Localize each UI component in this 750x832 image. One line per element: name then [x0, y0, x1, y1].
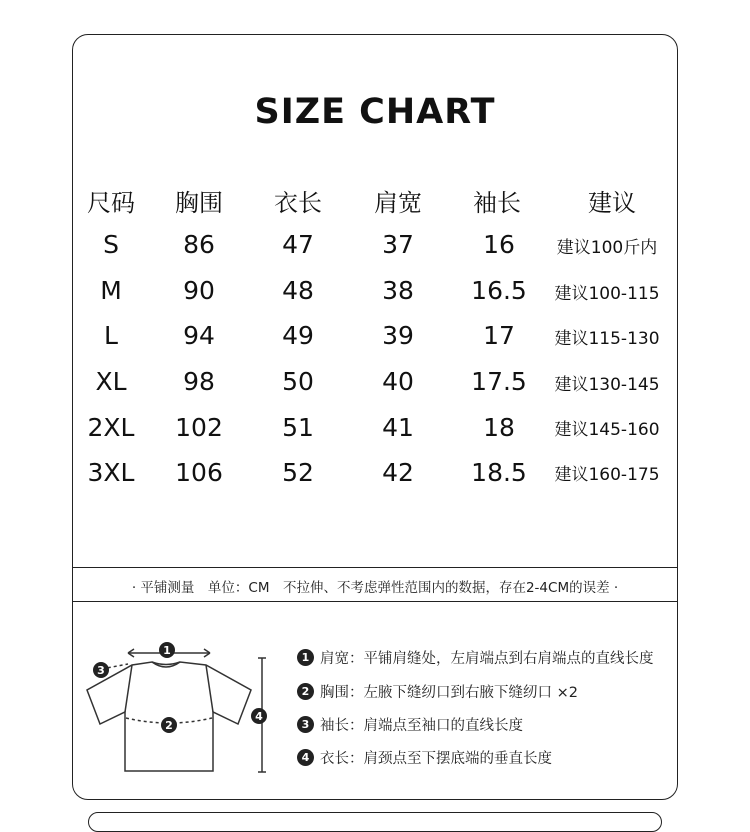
header-length: 衣长: [274, 189, 322, 217]
table-cell: 38: [382, 276, 414, 305]
table-cell: 50: [282, 367, 314, 396]
table-cell: 37: [382, 230, 414, 259]
number-badge: 1: [297, 649, 314, 666]
header-sleeve: 袖长: [473, 189, 521, 217]
table-cell: 52: [282, 458, 314, 487]
table-cell: S: [103, 230, 119, 259]
table-cell: 建议160-175: [554, 465, 660, 485]
diagram-badge-2: [161, 717, 177, 733]
table-cell: 42: [382, 458, 414, 487]
legend-sleeve: [297, 714, 523, 735]
table-cell: 16.5: [471, 276, 527, 305]
table-cell: 39: [382, 321, 414, 350]
table-cell: 建议130-145: [554, 375, 660, 395]
diagram-label-2: 2: [165, 719, 173, 732]
table-cell: 98: [183, 367, 215, 396]
table-cell: 102: [175, 413, 223, 442]
header-shoulder: 肩宽: [374, 189, 422, 217]
header-recommend: 建议: [588, 189, 636, 217]
measurement-note: · 平铺测量 单位：CM 不拉伸、不考虑弹性范围内的数据，存在2-4CM的误差 ·: [131, 580, 619, 596]
diagram-label-4: 4: [255, 710, 263, 723]
table-cell: 建议145-160: [554, 420, 660, 440]
table-cell: 51: [282, 413, 314, 442]
table-cell: 106: [175, 458, 223, 487]
legend-shoulder: [297, 647, 654, 668]
chart-title: SIZE CHART: [254, 92, 496, 132]
table-cell: 41: [382, 413, 414, 442]
table-cell: 18: [483, 413, 515, 442]
table-cell: 90: [183, 276, 215, 305]
number-badge: 2: [297, 683, 314, 700]
table-cell: 17.5: [471, 367, 527, 396]
legend-chest: [297, 681, 578, 702]
table-cell: 40: [382, 367, 414, 396]
table-cell: 47: [282, 230, 314, 259]
table-cell: 48: [282, 276, 314, 305]
legend-text: 肩宽：平铺肩缝处，左肩端点到右肩端点的直线长度: [320, 651, 654, 667]
table-cell: 2XL: [87, 413, 135, 442]
table-cell: 建议115-130: [554, 329, 660, 349]
table-cell: 17: [483, 321, 515, 350]
table-cell: 94: [183, 321, 215, 350]
legend-length: [297, 747, 552, 768]
table-cell: 18.5: [471, 458, 527, 487]
table-cell: L: [104, 321, 118, 350]
legend-text: 衣长：肩颈点至下摆底端的垂直长度: [320, 751, 552, 767]
table-cell: 16: [483, 230, 515, 259]
diagram-badge-3: [93, 662, 109, 678]
header-chest: 胸围: [175, 189, 223, 217]
number-badge: 4: [297, 749, 314, 766]
diagram-label-1: 1: [163, 644, 171, 657]
diagram-label-3: 3: [97, 664, 105, 677]
table-cell: 3XL: [87, 458, 135, 487]
table-cell: 86: [183, 230, 215, 259]
diagram-badge-1: [159, 642, 175, 658]
legend-text: 袖长：肩端点至袖口的直线长度: [320, 718, 523, 734]
table-cell: 建议100斤内: [556, 238, 658, 258]
number-badge: 3: [297, 716, 314, 733]
table-cell: XL: [95, 367, 127, 396]
legend-text: 胸围：左腋下缝纫口到右腋下缝纫口 ×2: [320, 685, 578, 701]
table-cell: M: [100, 276, 122, 305]
diagram-badge-4: [251, 708, 267, 724]
table-cell: 建议100-115: [554, 284, 660, 304]
header-size: 尺码: [87, 189, 135, 217]
table-cell: 49: [282, 321, 314, 350]
